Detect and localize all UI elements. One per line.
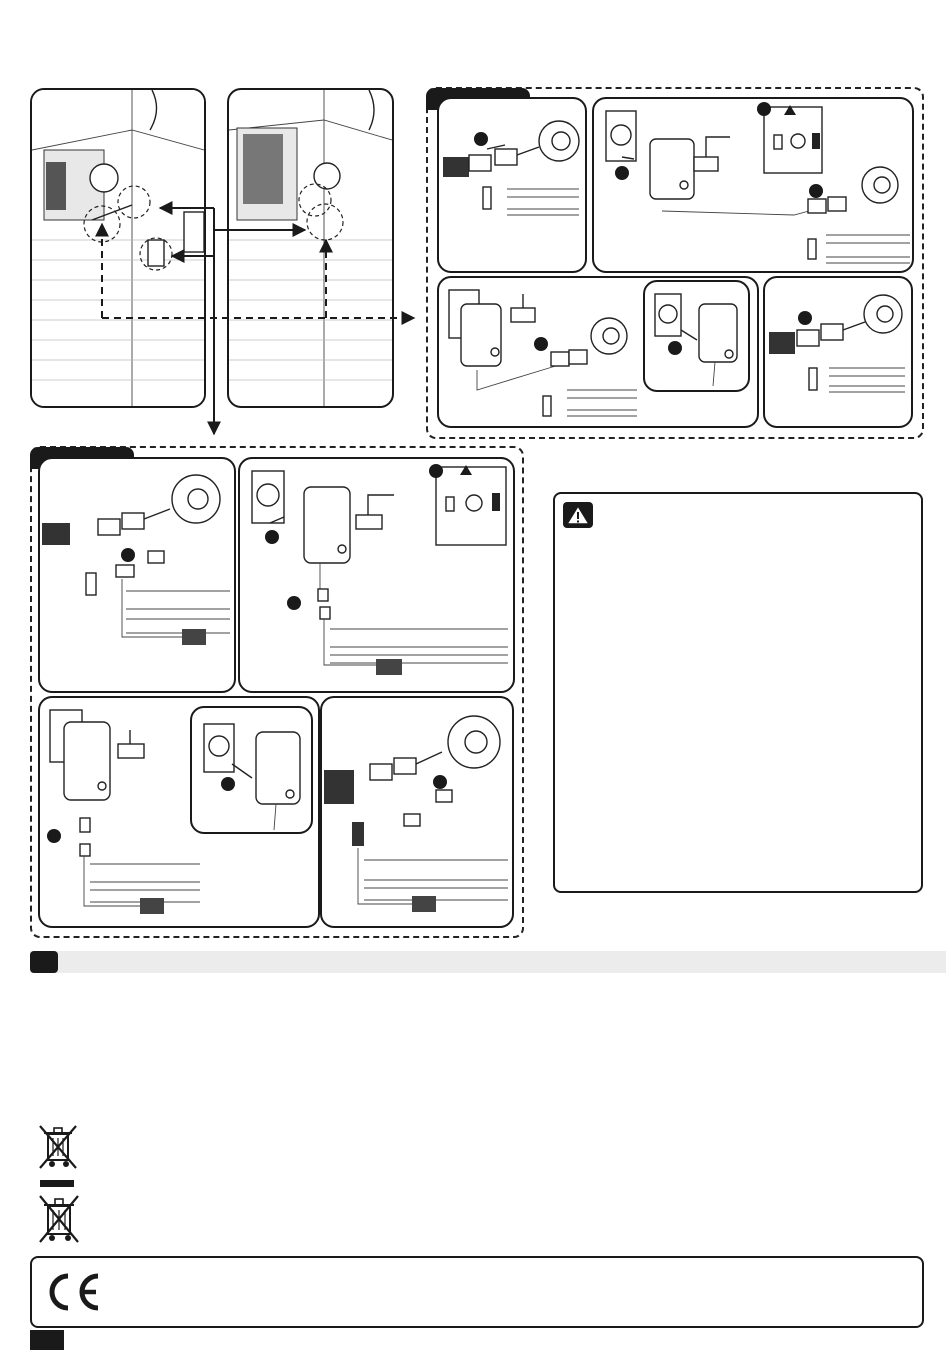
ce-declaration-box (30, 1256, 924, 1328)
b-step-unplug-drawing (192, 708, 311, 832)
warning-triangle-icon (563, 502, 593, 528)
a-step-charge (592, 97, 914, 273)
ce-mark-icon (42, 1270, 104, 1314)
section-bar (30, 951, 946, 973)
a-step-unplug (643, 280, 750, 392)
b-step-charge (238, 457, 515, 693)
b-step-charge-drawing (240, 459, 513, 691)
b-step-disconnect-drawing (40, 459, 234, 691)
a-step-disconnect-drawing (439, 99, 585, 271)
warning-box (553, 492, 923, 893)
footer-language-tag (30, 1330, 64, 1350)
b-step-disconnect (38, 457, 236, 693)
a-step-reconnect-drawing (765, 278, 911, 426)
a-step-charge-drawing (594, 99, 912, 271)
b-step-reconnect-drawing (322, 698, 512, 926)
b-step-unplug (190, 706, 313, 834)
a-step-unplug-drawing (645, 282, 748, 390)
crossed-bin-icon (38, 1124, 78, 1170)
crossed-bin-battery-icon (38, 1194, 80, 1244)
a-step-reconnect (763, 276, 913, 428)
warning-icon (563, 502, 593, 528)
bin-underline-bar (40, 1180, 74, 1187)
b-step-reconnect (320, 696, 514, 928)
section-number-tag (30, 951, 58, 973)
a-step-disconnect (437, 97, 587, 273)
